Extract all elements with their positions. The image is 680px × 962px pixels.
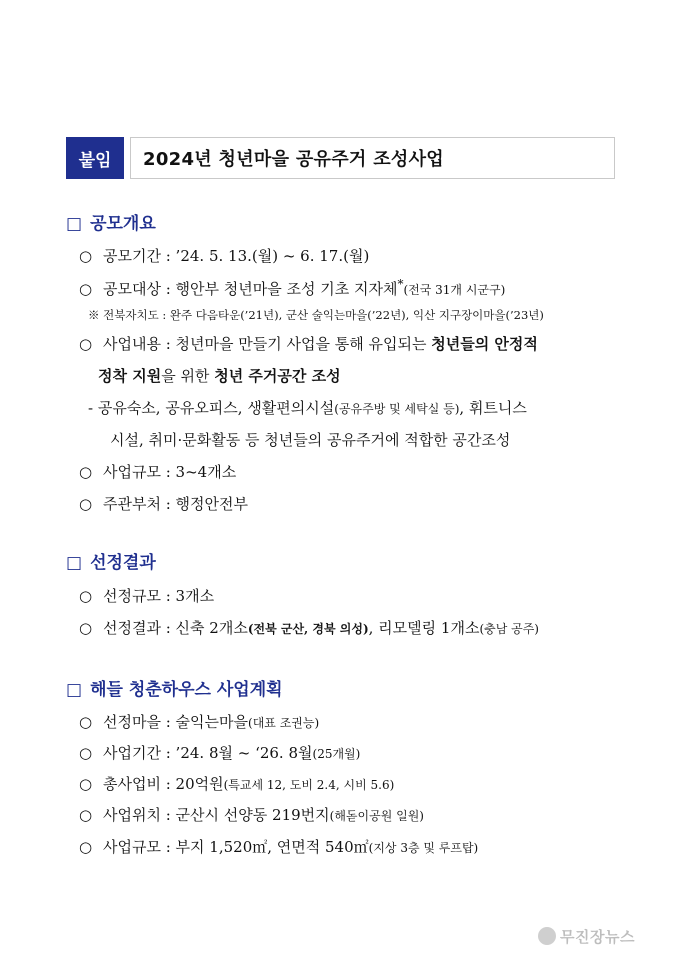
section-title-overview: □ 공모개요	[66, 214, 156, 234]
document-title: 2024년 청년마을 공유주거 조성사업	[130, 137, 615, 179]
overview-content-cont: 정착 지원을 위한 청년 주거공간 조성	[98, 367, 341, 385]
attachment-header	[66, 137, 615, 179]
section-title-results: □ 선정결과	[66, 553, 156, 573]
plan-cost: ○ 총사업비 : 20억원(특교세 12, 도비 2.4, 시비 5.6)	[79, 775, 395, 793]
results-detail: ○ 선정결과 : 신축 2개소(전북 군산, 경북 의성), 리모델링 1개소(충남 공주)	[79, 619, 539, 637]
results-scale: ○ 선정규모 : 3개소	[79, 587, 215, 605]
plan-location: ○ 사업위치 : 군산시 선양동 219번지(해돋이공원 일원)	[79, 806, 424, 824]
overview-scale: ○ 사업규모 : 3~4개소	[79, 463, 237, 481]
watermark: 무진장뉴스	[538, 926, 635, 947]
plan-village: ○ 선정마을 : 술익는마을(대표 조권능)	[79, 713, 320, 731]
overview-dept: ○ 주관부처 : 행정안전부	[79, 495, 249, 513]
section-marker: □	[66, 214, 83, 234]
overview-content: ○ 사업내용 : 청년마을 만들기 사업을 통해 유입되는 청년들의 안정적	[79, 335, 538, 353]
attachment-tag: 붙임	[66, 137, 124, 179]
section-title-plan: □ 해들 청춘하우스 사업계획	[66, 680, 283, 700]
watermark-logo-icon	[538, 927, 556, 945]
overview-target: ○ 공모대상 : 행안부 청년마을 조성 기초 지자체*(전국 31개 시군구)	[79, 277, 506, 298]
overview-note: ※ 전북자치도 : 완주 다음타운(’21년), 군산 술익는마을(’22년), 익산 지구장이마을(’23년)	[88, 308, 544, 322]
overview-period: ○ 공모기간 : ’24. 5. 13.(월) ~ 6. 17.(월)	[79, 247, 370, 265]
overview-content-detail-cont: 시설, 취미·문화활동 등 청년들의 공유주거에 적합한 공간조성	[110, 431, 511, 449]
plan-period: ○ 사업기간 : ’24. 8월 ~ ‘26. 8월(25개월)	[79, 744, 361, 762]
plan-size: ○ 사업규모 : 부지 1,520㎡, 연면적 540㎡(지상 3층 및 루프탑)	[79, 838, 479, 856]
overview-content-detail: - 공유숙소, 공유오피스, 생활편의시설(공유주방 및 세탁실 등), 휘트니스	[88, 399, 527, 417]
